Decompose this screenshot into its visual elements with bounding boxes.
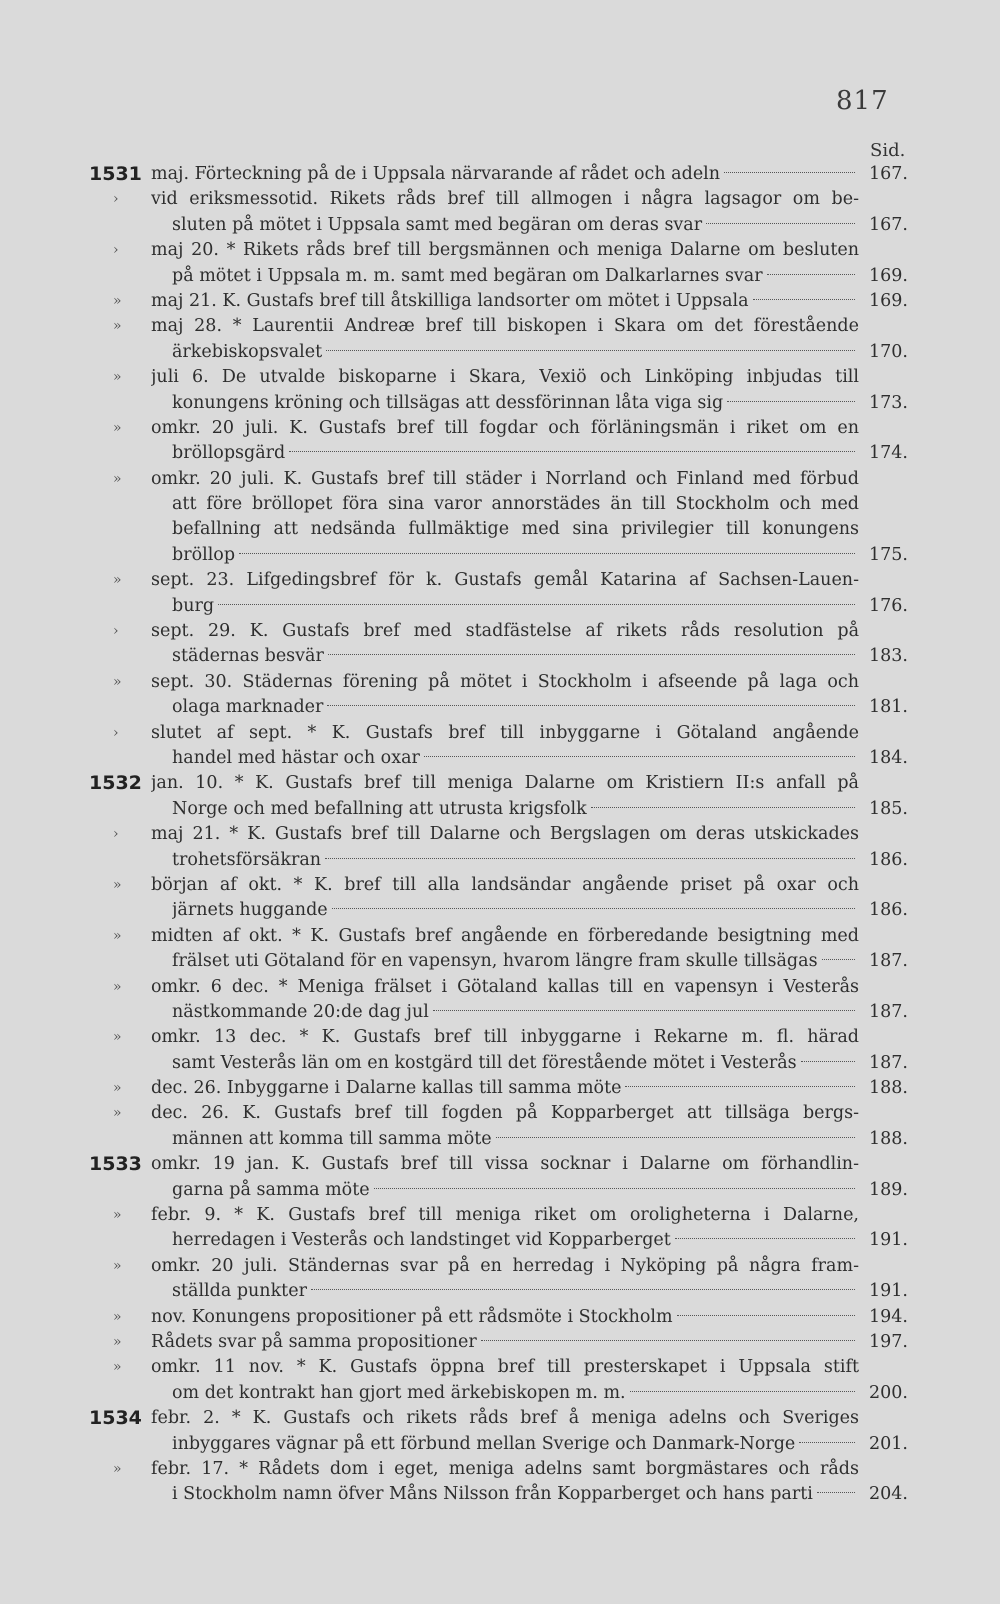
entry-text: omkr. 13 dec. * K. Gustafs bref till inbyggarne i Rekarne m. fl. härad	[151, 1027, 859, 1048]
entry-last-line	[172, 1381, 859, 1406]
ditto-mark: ›	[113, 623, 119, 640]
entry-text: sept. 29. K. Gustafs bref med stadfästelse af rikets råds resolution på	[151, 621, 859, 642]
dot-leader	[239, 553, 855, 554]
entry-text: midten af okt. * K. Gustafs bref angående en förberedande besigtning med	[151, 925, 859, 946]
entry-line	[0, 1076, 1000, 1101]
page-reference: 169.	[869, 265, 908, 286]
entry-last-line	[151, 289, 859, 314]
dot-leader	[496, 1137, 855, 1138]
list-item	[0, 1203, 1000, 1254]
page-reference: 174.	[869, 443, 908, 464]
page-reference: 185.	[869, 798, 908, 819]
entry-line	[0, 644, 1000, 669]
entry-text: befallning att nedsända fullmäktige med sina privilegier till konungens	[172, 519, 859, 540]
list-item	[0, 1101, 1000, 1152]
entry-text: vid eriksmessotid. Rikets råds bref till allmogen i några lagsagor om be-	[151, 189, 859, 210]
entry-text: febr. 17. * Rådets dom i eget, meniga adelns samt borgmästares och råds	[151, 1458, 859, 1479]
entry-text: Norge och med befallning att utrusta krigsfolk	[172, 798, 587, 819]
entry-text: konungens kröning och tillsägas att dessförinnan låta viga sig	[172, 392, 724, 413]
list-item	[0, 416, 1000, 467]
entry-text: maj 28. * Laurentii Andreæ bref till biskopen i Skara om det förestående	[151, 316, 859, 337]
entry-last-line	[172, 1279, 859, 1304]
page-reference: 188.	[869, 1128, 908, 1149]
entry-line	[0, 670, 1000, 695]
dot-leader	[799, 1442, 855, 1443]
entry-year: 1533	[89, 1153, 142, 1176]
ditto-mark: »	[113, 1029, 122, 1046]
entry-line	[0, 1000, 1000, 1025]
entry-line	[0, 1330, 1000, 1355]
ditto-mark: »	[113, 572, 122, 589]
entry-text: maj 20. * Rikets råds bref till bergsmännen och meniga Dalarne om besluten	[151, 240, 859, 261]
entry-last-line	[172, 1228, 859, 1253]
entry-text: garna på samma möte	[172, 1179, 370, 1200]
entry-text: omkr. 6 dec. * Meniga frälset i Götaland kallas till en vapensyn i Vesterås	[151, 976, 859, 997]
entry-line	[0, 1178, 1000, 1203]
ditto-mark: »	[113, 673, 122, 690]
entry-line	[0, 1152, 1000, 1177]
page-reference: 173.	[869, 392, 908, 413]
dot-leader	[481, 1340, 855, 1341]
dot-leader	[706, 223, 855, 224]
list-item	[0, 873, 1000, 924]
page-reference: 175.	[869, 544, 908, 565]
entry-last-line	[172, 594, 859, 619]
entry-line	[0, 1228, 1000, 1253]
entry-text: ärkebiskopsvalet	[172, 341, 323, 362]
entry-line	[0, 746, 1000, 771]
entry-last-line	[172, 1482, 859, 1507]
entry-line	[0, 975, 1000, 1000]
entry-line	[0, 467, 1000, 492]
dot-leader	[424, 756, 855, 757]
dot-leader	[591, 807, 855, 808]
entry-text: sluten på mötet i Uppsala samt med begäran om deras svar	[172, 214, 703, 235]
page-reference: 191.	[869, 1281, 908, 1302]
entry-line	[0, 1254, 1000, 1279]
dot-leader	[433, 1010, 855, 1011]
list-item	[0, 1330, 1000, 1355]
list-item	[0, 1076, 1000, 1101]
dot-leader	[326, 350, 855, 351]
list-item	[0, 924, 1000, 975]
entry-text: städernas besvär	[172, 646, 324, 667]
entry-line	[0, 492, 1000, 517]
entry-year: 1534	[89, 1407, 142, 1430]
page-reference: 186.	[869, 849, 908, 870]
list-item	[0, 1152, 1000, 1203]
ditto-mark: »	[113, 927, 122, 944]
ditto-mark: »	[113, 292, 122, 309]
entry-line	[0, 517, 1000, 542]
page-reference: 204.	[869, 1484, 908, 1505]
list-item	[0, 467, 1000, 569]
entry-line	[0, 391, 1000, 416]
page-reference: 201.	[869, 1433, 908, 1454]
page-reference: 181.	[869, 697, 908, 718]
entry-text: bröllop	[172, 544, 236, 565]
entry-text: maj. Förteckning på de i Uppsala närvarande af rådet och adeln	[151, 164, 721, 184]
entry-text: i Stockholm namn öfver Måns Nilsson från Kopparberget och hans parti	[172, 1484, 813, 1505]
list-item	[0, 822, 1000, 873]
entry-line	[0, 1457, 1000, 1482]
list-item	[0, 670, 1000, 721]
entry-list	[0, 162, 1000, 1508]
dot-leader	[311, 1289, 855, 1290]
list-item	[0, 314, 1000, 365]
ditto-mark: ›	[113, 191, 119, 208]
entry-line	[0, 619, 1000, 644]
entry-last-line	[172, 264, 859, 289]
entry-line	[0, 873, 1000, 898]
dot-leader	[327, 705, 855, 706]
entry-last-line	[172, 1051, 859, 1076]
entry-text: herredagen i Vesterås och landstinget vid Kopparberget	[172, 1230, 671, 1251]
ditto-mark: »	[113, 1207, 122, 1224]
dot-leader	[289, 451, 855, 452]
ditto-mark: ›	[113, 242, 119, 259]
page-reference: 167.	[869, 214, 908, 235]
entry-line	[0, 721, 1000, 746]
entry-line	[0, 543, 1000, 568]
list-item	[0, 1355, 1000, 1406]
dot-leader	[801, 1061, 855, 1062]
entry-text: på mötet i Uppsala m. m. samt med begäran om Dalkarlarnes svar	[172, 265, 763, 286]
entry-text: dec. 26. K. Gustafs bref till fogden på Kopparberget att tillsäga bergs-	[151, 1103, 859, 1124]
entry-text: slutet af sept. * K. Gustafs bref till inbyggarne i Götaland angående	[151, 722, 859, 743]
page-number: 817	[836, 86, 889, 116]
entry-line	[0, 898, 1000, 923]
list-item	[0, 1305, 1000, 1330]
entry-line	[0, 340, 1000, 365]
entry-line	[0, 213, 1000, 238]
page-reference: 186.	[869, 900, 908, 921]
list-item	[0, 771, 1000, 822]
entry-line	[0, 1101, 1000, 1126]
entry-text: sept. 30. Städernas förening på mötet i Stockholm i afseende på laga och	[151, 671, 859, 692]
entry-last-line	[172, 695, 859, 720]
entry-line	[0, 771, 1000, 796]
list-item	[0, 1254, 1000, 1305]
entry-last-line	[172, 1000, 859, 1025]
dot-leader	[727, 401, 855, 402]
page-reference: 169.	[869, 290, 908, 311]
entry-line	[0, 365, 1000, 390]
entry-text: handel med hästar och oxar	[172, 747, 420, 768]
page-reference: 194.	[869, 1306, 908, 1327]
entry-text: männen att komma till samma möte	[172, 1128, 492, 1149]
list-item	[0, 568, 1000, 619]
ditto-mark: »	[113, 1359, 122, 1376]
entry-last-line	[151, 1076, 859, 1101]
page-column-header: Sid.	[870, 140, 906, 161]
entry-text: bröllopsgärd	[172, 443, 286, 464]
dot-leader	[625, 1086, 855, 1087]
ditto-mark: ›	[113, 724, 119, 741]
ditto-mark: »	[113, 1080, 122, 1097]
dot-leader	[332, 908, 855, 909]
list-item	[0, 289, 1000, 314]
page-reference: 197.	[869, 1331, 908, 1352]
list-item	[0, 162, 1000, 187]
page-reference: 200.	[869, 1382, 908, 1403]
entry-text: ställda punkter	[172, 1281, 307, 1302]
entry-line	[0, 187, 1000, 212]
page-reference: 189.	[869, 1179, 908, 1200]
entry-text: olaga marknader	[172, 697, 324, 718]
entry-text: nov. Konungens propositioner på ett rådsmöte i Stockholm	[151, 1306, 673, 1327]
ditto-mark: »	[113, 369, 122, 386]
list-item	[0, 187, 1000, 238]
entry-last-line	[172, 898, 859, 923]
page-reference: 167.	[869, 164, 908, 184]
entry-last-line	[151, 162, 859, 187]
page-reference: 184.	[869, 747, 908, 768]
dot-leader	[630, 1391, 855, 1392]
ditto-mark: »	[113, 1460, 122, 1477]
dot-leader	[817, 1492, 855, 1493]
entry-last-line	[172, 1178, 859, 1203]
entry-year: 1532	[89, 772, 142, 795]
dot-leader	[767, 274, 855, 275]
page-reference: 191.	[869, 1230, 908, 1251]
entry-last-line	[151, 1305, 859, 1330]
entry-text: Rådets svar på samma propositioner	[151, 1331, 477, 1352]
entry-last-line	[172, 543, 859, 568]
entry-text: omkr. 11 nov. * K. Gustafs öppna bref till presterskapet i Uppsala stift	[151, 1357, 859, 1378]
ditto-mark: »	[113, 419, 122, 436]
list-item	[0, 975, 1000, 1026]
dot-leader	[328, 654, 855, 655]
entry-text: omkr. 20 juli. K. Gustafs bref till städer i Norrland och Finland med förbud	[151, 468, 859, 489]
dot-leader	[822, 959, 855, 960]
page-reference: 187.	[869, 1052, 908, 1073]
entry-line	[0, 1203, 1000, 1228]
list-item	[0, 1406, 1000, 1457]
entry-line	[0, 1406, 1000, 1431]
list-item	[0, 238, 1000, 289]
entry-line	[0, 441, 1000, 466]
entry-last-line	[172, 797, 859, 822]
entry-text: omkr. 20 juli. K. Gustafs bref till fogdar och förläningsmän i riket om en	[151, 417, 859, 438]
ditto-mark: »	[113, 1257, 122, 1274]
entry-line	[0, 1279, 1000, 1304]
entry-last-line	[172, 949, 859, 974]
entry-text: att före bröllopet föra sina varor annorstädes än till Stockholm och med	[172, 494, 859, 515]
page-reference: 187.	[869, 951, 908, 972]
entry-last-line	[172, 340, 859, 365]
entry-line	[0, 1051, 1000, 1076]
ditto-mark: »	[113, 1333, 122, 1350]
entry-last-line	[172, 746, 859, 771]
entry-line	[0, 695, 1000, 720]
entry-text: omkr. 19 jan. K. Gustafs bref till vissa socknar i Dalarne om förhandlin-	[151, 1154, 859, 1175]
entry-line	[0, 1381, 1000, 1406]
entry-line	[0, 594, 1000, 619]
entry-text: samt Vesterås län om en kostgärd till det förestående mötet i Vesterås	[172, 1052, 797, 1073]
entry-text: maj 21. * K. Gustafs bref till Dalarne och Bergslagen om deras utskickades	[151, 824, 859, 845]
page-reference: 183.	[869, 646, 908, 667]
entry-text: jan. 10. * K. Gustafs bref till meniga Dalarne om Kristiern II:s anfall på	[151, 773, 859, 794]
entry-line	[0, 314, 1000, 339]
entry-text: maj 21. K. Gustafs bref till åtskilliga landsorter om mötet i Uppsala	[151, 290, 749, 311]
entry-text: järnets huggande	[172, 900, 328, 921]
entry-last-line	[172, 213, 859, 238]
entry-line	[0, 822, 1000, 847]
entry-year: 1531	[89, 163, 142, 185]
ditto-mark: »	[113, 876, 122, 893]
entry-line	[0, 1355, 1000, 1380]
list-item	[0, 1025, 1000, 1076]
ditto-mark: »	[113, 1105, 122, 1122]
list-item	[0, 1457, 1000, 1508]
entry-last-line	[172, 848, 859, 873]
ditto-mark: ›	[113, 826, 119, 843]
dot-leader	[675, 1238, 855, 1239]
entry-text: inbyggares vägnar på ett förbund mellan Sverige och Danmark-Norge	[172, 1433, 796, 1454]
entry-text: nästkommande 20:de dag jul	[172, 1001, 429, 1022]
entry-line	[0, 1482, 1000, 1507]
entry-line	[0, 1025, 1000, 1050]
entry-last-line	[172, 644, 859, 669]
entry-line	[0, 1127, 1000, 1152]
page-reference: 187.	[869, 1001, 908, 1022]
dot-leader	[753, 299, 855, 300]
entry-line	[0, 238, 1000, 263]
dot-leader	[218, 604, 855, 605]
entry-line	[0, 568, 1000, 593]
entry-text: sept. 23. Lifgedingsbref för k. Gustafs gemål Katarina af Sachsen-Lauen-	[151, 570, 859, 591]
list-item	[0, 619, 1000, 670]
page-reference: 170.	[869, 341, 908, 362]
entry-line	[0, 416, 1000, 441]
entry-text: dec. 26. Inbyggarne i Dalarne kallas till samma möte	[151, 1078, 622, 1099]
entry-text: trohetsförsäkran	[172, 849, 322, 870]
entry-text: febr. 2. * K. Gustafs och rikets råds bref å meniga adelns och Sveriges	[151, 1408, 859, 1429]
dot-leader	[325, 858, 855, 859]
list-item	[0, 721, 1000, 772]
ditto-mark: »	[113, 978, 122, 995]
entry-last-line	[151, 1330, 859, 1355]
entry-line	[0, 162, 1000, 187]
entry-line	[0, 924, 1000, 949]
entry-text: omkr. 20 juli. Ständernas svar på en herredag i Nyköping på några fram-	[151, 1255, 859, 1276]
entry-line	[0, 797, 1000, 822]
entry-last-line	[172, 441, 859, 466]
entry-line	[0, 264, 1000, 289]
entry-last-line	[172, 1432, 859, 1457]
list-item	[0, 365, 1000, 416]
dot-leader	[724, 172, 855, 173]
entry-line	[0, 289, 1000, 314]
entry-last-line	[172, 391, 859, 416]
entry-text: frälset uti Götaland för en vapensyn, hvarom längre fram skulle tillsägas	[172, 951, 818, 972]
entry-line	[0, 949, 1000, 974]
entry-line	[0, 1432, 1000, 1457]
entry-text: början af okt. * K. bref till alla landsändar angående priset på oxar och	[151, 874, 859, 895]
ditto-mark: »	[113, 470, 122, 487]
dot-leader	[374, 1188, 855, 1189]
entry-text: burg	[172, 595, 215, 616]
ditto-mark: »	[113, 318, 122, 335]
dot-leader	[677, 1315, 855, 1316]
entry-text: febr. 9. * K. Gustafs bref till meniga riket om oroligheterna i Dalarne,	[151, 1205, 859, 1226]
ditto-mark: »	[113, 1308, 122, 1325]
entry-line	[0, 1305, 1000, 1330]
entry-last-line	[172, 1127, 859, 1152]
entry-line	[0, 848, 1000, 873]
page-reference: 176.	[869, 595, 908, 616]
entry-text: juli 6. De utvalde biskoparne i Skara, Vexiö och Linköping inbjudas till	[151, 367, 859, 388]
page-reference: 188.	[869, 1078, 908, 1099]
entry-text: om det kontrakt han gjort med ärkebiskopen m. m.	[172, 1382, 626, 1403]
